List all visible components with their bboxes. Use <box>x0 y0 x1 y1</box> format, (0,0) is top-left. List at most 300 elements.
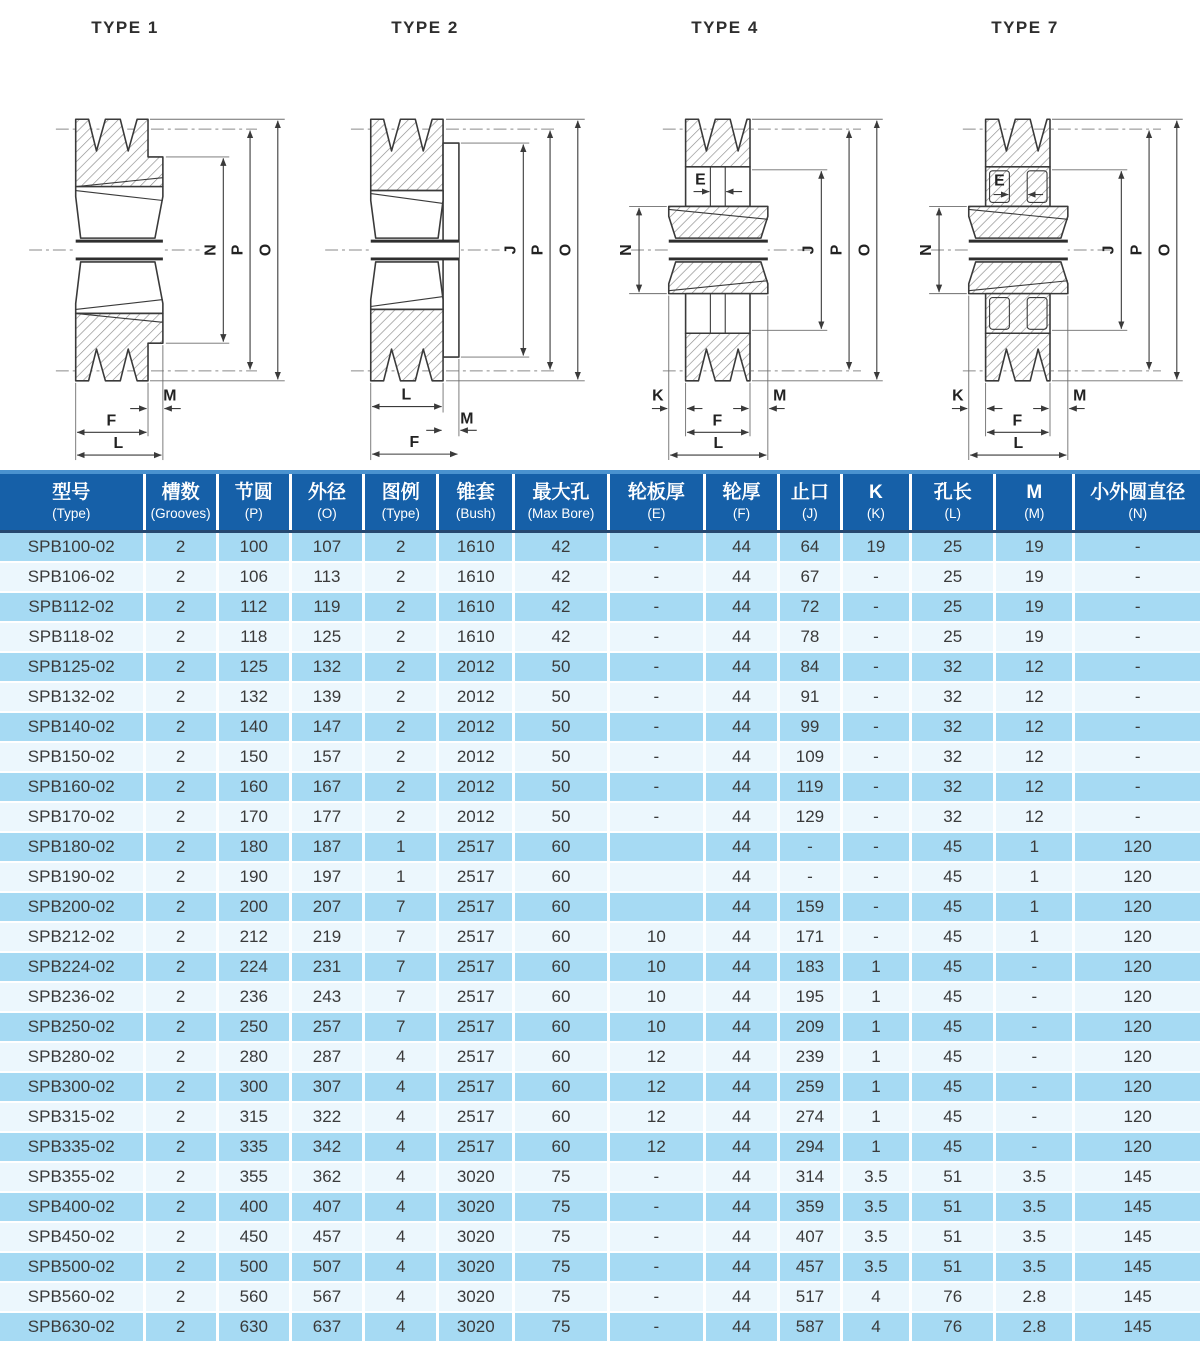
table-cell: 207 <box>290 892 363 922</box>
table-cell: 113 <box>290 562 363 592</box>
table-cell: 183 <box>779 952 841 982</box>
table-row <box>0 922 1200 952</box>
table-cell: SPB140-02 <box>0 712 144 742</box>
table-cell: 60 <box>514 1102 609 1132</box>
table-cell: 44 <box>704 562 778 592</box>
dim-label-l: L <box>713 435 724 453</box>
table-cell: 44 <box>704 982 778 1012</box>
table-cell: 450 <box>217 1222 290 1252</box>
table-cell: 120 <box>1074 832 1200 862</box>
dim-label-m: M <box>773 387 787 405</box>
table-row <box>0 1162 1200 1192</box>
table-cell: 250 <box>217 1012 290 1042</box>
table-cell: 2517 <box>438 982 514 1012</box>
table-cell: 2 <box>144 1192 217 1222</box>
table-cell: 32 <box>911 772 995 802</box>
table-cell: - <box>608 1282 704 1312</box>
table-row <box>0 592 1200 622</box>
table-cell: 45 <box>911 952 995 982</box>
dim-label-m: M <box>460 410 474 428</box>
table-cell: 19 <box>995 562 1074 592</box>
table-cell: 75 <box>514 1312 609 1341</box>
table-cell: 170 <box>217 802 290 832</box>
table-cell: 119 <box>779 772 841 802</box>
table-cell: 2012 <box>438 742 514 772</box>
table-cell: 1 <box>841 982 911 1012</box>
table-cell: 139 <box>290 682 363 712</box>
table-cell: 44 <box>704 1132 778 1162</box>
type4-title: TYPE 4 <box>691 18 759 37</box>
table-cell: 120 <box>1074 1132 1200 1162</box>
table-cell: 44 <box>704 832 778 862</box>
table-cell: 160 <box>217 772 290 802</box>
type1-drawing <box>1 40 299 466</box>
table-cell: 3020 <box>438 1252 514 1282</box>
table-cell: - <box>841 802 911 832</box>
table-cell: 50 <box>514 652 609 682</box>
table-cell: 3.5 <box>841 1192 911 1222</box>
table-cell: 2517 <box>438 1102 514 1132</box>
table-cell: SPB335-02 <box>0 1132 144 1162</box>
table-cell: 120 <box>1074 982 1200 1012</box>
table-cell: 4 <box>364 1312 438 1341</box>
dim-label-p: P <box>828 244 846 256</box>
table-cell: 2 <box>364 682 438 712</box>
table-cell: 19 <box>995 531 1074 562</box>
table-cell: - <box>608 652 704 682</box>
dim-label-m: M <box>163 387 177 405</box>
table-cell: 560 <box>217 1282 290 1312</box>
table-cell: - <box>608 1192 704 1222</box>
table-cell: 2517 <box>438 862 514 892</box>
table-cell: 197 <box>290 862 363 892</box>
table-row <box>0 1312 1200 1341</box>
table-cell: 2 <box>144 1282 217 1312</box>
table-cell: - <box>1074 562 1200 592</box>
table-cell: - <box>841 922 911 952</box>
dim-label-o: O <box>1156 243 1174 257</box>
table-cell: 2 <box>144 1132 217 1162</box>
table-cell: - <box>841 772 911 802</box>
table-cell: SPB150-02 <box>0 742 144 772</box>
spec-table <box>0 474 1200 1341</box>
table-cell: - <box>608 712 704 742</box>
table-cell: 50 <box>514 802 609 832</box>
table-cell: 44 <box>704 1012 778 1042</box>
table-cell: 44 <box>704 622 778 652</box>
table-row <box>0 1012 1200 1042</box>
table-cell: 294 <box>779 1132 841 1162</box>
table-cell: 2 <box>144 622 217 652</box>
table-cell: 3.5 <box>995 1222 1074 1252</box>
table-cell: 2 <box>364 531 438 562</box>
table-cell: 2.8 <box>995 1282 1074 1312</box>
table-cell: 109 <box>779 742 841 772</box>
table-cell: 314 <box>779 1162 841 1192</box>
table-cell: 12 <box>995 682 1074 712</box>
dim-label-j: J <box>800 245 818 255</box>
table-cell: 76 <box>911 1282 995 1312</box>
table-cell: 60 <box>514 1042 609 1072</box>
table-cell: - <box>608 1312 704 1341</box>
table-cell: 1 <box>841 1102 911 1132</box>
table-cell: SPB160-02 <box>0 772 144 802</box>
table-row <box>0 1042 1200 1072</box>
table-cell: 457 <box>779 1252 841 1282</box>
table-cell: 3.5 <box>995 1252 1074 1282</box>
table-cell: SPB250-02 <box>0 1012 144 1042</box>
table-cell: 307 <box>290 1072 363 1102</box>
table-cell: 2.8 <box>995 1312 1074 1341</box>
table-cell: - <box>995 1012 1074 1042</box>
header-cell: K (K) <box>841 474 911 531</box>
table-cell: 75 <box>514 1282 609 1312</box>
table-cell: 10 <box>608 1012 704 1042</box>
table-cell: 12 <box>608 1102 704 1132</box>
table-cell: 2517 <box>438 832 514 862</box>
table-cell: 243 <box>290 982 363 1012</box>
dim-label-k: K <box>652 387 664 405</box>
table-cell: 1 <box>841 1072 911 1102</box>
table-cell: 50 <box>514 682 609 712</box>
table-cell: 120 <box>1074 1072 1200 1102</box>
table-cell: 145 <box>1074 1282 1200 1312</box>
table-cell: 4 <box>364 1132 438 1162</box>
table-cell: 132 <box>290 652 363 682</box>
table-cell: 3.5 <box>841 1162 911 1192</box>
table-cell: SPB212-02 <box>0 922 144 952</box>
table-cell: 4 <box>364 1192 438 1222</box>
table-cell: 1 <box>995 862 1074 892</box>
table-cell: 3020 <box>438 1282 514 1312</box>
table-cell: 500 <box>217 1252 290 1282</box>
table-cell: 1 <box>841 1132 911 1162</box>
table-cell: 259 <box>779 1072 841 1102</box>
table-cell: 2 <box>144 802 217 832</box>
table-cell: 44 <box>704 1162 778 1192</box>
header-cell: 孔长 (L) <box>911 474 995 531</box>
table-row <box>0 772 1200 802</box>
table-cell: 107 <box>290 531 363 562</box>
table-cell: 44 <box>704 862 778 892</box>
table-cell: 42 <box>514 562 609 592</box>
dim-label-k: K <box>952 387 964 405</box>
table-cell: 145 <box>1074 1312 1200 1341</box>
table-cell: 567 <box>290 1282 363 1312</box>
table-cell: 1 <box>364 832 438 862</box>
table-cell: - <box>1074 742 1200 772</box>
dim-label-l: L <box>113 435 124 453</box>
table-cell: - <box>995 1042 1074 1072</box>
table-cell: - <box>1074 531 1200 562</box>
table-cell: 51 <box>911 1252 995 1282</box>
table-cell: 50 <box>514 772 609 802</box>
table-row <box>0 1222 1200 1252</box>
table-cell: SPB300-02 <box>0 1072 144 1102</box>
table-cell: - <box>608 1162 704 1192</box>
table-cell: - <box>995 1132 1074 1162</box>
table-cell: 2 <box>144 1312 217 1341</box>
table-cell: 45 <box>911 1132 995 1162</box>
table-cell: 60 <box>514 892 609 922</box>
dim-label-n: N <box>202 244 220 256</box>
table-row <box>0 982 1200 1012</box>
pulley-cross-section <box>631 119 861 381</box>
table-cell: 44 <box>704 802 778 832</box>
table-cell: 32 <box>911 742 995 772</box>
table-cell: 407 <box>779 1222 841 1252</box>
table-cell: 145 <box>1074 1192 1200 1222</box>
header-cell: 外径 (O) <box>290 474 363 531</box>
dim-label-n: N <box>918 244 936 256</box>
table-cell: 300 <box>217 1072 290 1102</box>
table-cell: 7 <box>364 982 438 1012</box>
table-cell: 91 <box>779 682 841 712</box>
table-cell: 2517 <box>438 922 514 952</box>
table-cell: - <box>841 682 911 712</box>
header-cell: 轮厚 (F) <box>704 474 778 531</box>
diagram-strip <box>0 0 1200 470</box>
table-cell: 2012 <box>438 682 514 712</box>
table-cell: 2517 <box>438 1042 514 1072</box>
table-cell: 257 <box>290 1012 363 1042</box>
dim-label-f: F <box>409 434 420 452</box>
table-cell <box>608 832 704 862</box>
table-cell: 32 <box>911 802 995 832</box>
table-cell: 3.5 <box>841 1252 911 1282</box>
table-cell: 42 <box>514 531 609 562</box>
header-cell: M (M) <box>995 474 1074 531</box>
table-cell: 2517 <box>438 1072 514 1102</box>
type4-drawing <box>601 40 899 466</box>
table-cell: 25 <box>911 622 995 652</box>
table-cell: 12 <box>608 1132 704 1162</box>
table-cell: 2 <box>144 832 217 862</box>
table-cell: - <box>841 592 911 622</box>
table-cell: 335 <box>217 1132 290 1162</box>
table-cell: 140 <box>217 712 290 742</box>
table-cell: SPB450-02 <box>0 1222 144 1252</box>
table-cell: 1 <box>364 862 438 892</box>
table-cell: 72 <box>779 592 841 622</box>
table-cell: 4 <box>364 1282 438 1312</box>
table-cell: 2 <box>364 772 438 802</box>
table-cell: 10 <box>608 982 704 1012</box>
table-cell: - <box>841 832 911 862</box>
table-cell: 219 <box>290 922 363 952</box>
table-cell: 2 <box>364 652 438 682</box>
table-cell: 12 <box>608 1042 704 1072</box>
table-cell: 2 <box>144 1162 217 1192</box>
pulley-cross-section <box>325 119 557 381</box>
table-cell: 231 <box>290 952 363 982</box>
table-cell: - <box>1074 712 1200 742</box>
table-cell: 315 <box>217 1102 290 1132</box>
table-cell: 60 <box>514 862 609 892</box>
diagram-panel-type7 <box>900 8 1200 470</box>
table-cell: 75 <box>514 1192 609 1222</box>
table-cell: 2 <box>144 892 217 922</box>
table-cell: 3.5 <box>841 1222 911 1252</box>
table-cell: 2 <box>144 712 217 742</box>
table-cell: 10 <box>608 922 704 952</box>
table-cell: 2012 <box>438 652 514 682</box>
table-cell: 2 <box>144 982 217 1012</box>
table-cell <box>608 892 704 922</box>
table-cell: 45 <box>911 892 995 922</box>
table-cell: - <box>779 862 841 892</box>
table-cell: 4 <box>364 1102 438 1132</box>
table-cell: - <box>608 802 704 832</box>
table-cell: 44 <box>704 682 778 712</box>
table-cell: 2 <box>364 712 438 742</box>
table-cell: 19 <box>995 622 1074 652</box>
table-row <box>0 682 1200 712</box>
table-cell: SPB280-02 <box>0 1042 144 1072</box>
table-cell: 25 <box>911 592 995 622</box>
table-cell: 45 <box>911 922 995 952</box>
table-cell: 1 <box>995 832 1074 862</box>
dim-label-o: O <box>257 243 275 257</box>
table-cell: 190 <box>217 862 290 892</box>
table-cell: - <box>841 742 911 772</box>
table-cell: 2 <box>144 1252 217 1282</box>
table-row <box>0 1252 1200 1282</box>
dim-label-o: O <box>856 243 874 257</box>
table-cell: 2 <box>144 772 217 802</box>
table-cell: SPB125-02 <box>0 652 144 682</box>
table-cell: 120 <box>1074 892 1200 922</box>
table-cell: 12 <box>995 712 1074 742</box>
table-cell: 1 <box>995 922 1074 952</box>
table-row <box>0 1282 1200 1312</box>
table-cell: 2 <box>364 562 438 592</box>
table-cell: 19 <box>841 531 911 562</box>
table-cell: 44 <box>704 742 778 772</box>
table-cell: 67 <box>779 562 841 592</box>
table-cell: 75 <box>514 1252 609 1282</box>
table-cell: 2012 <box>438 712 514 742</box>
table-cell: 120 <box>1074 922 1200 952</box>
table-cell: - <box>608 562 704 592</box>
table-cell: - <box>608 1252 704 1282</box>
table-cell: 60 <box>514 952 609 982</box>
table-cell: 224 <box>217 952 290 982</box>
table-cell: - <box>608 682 704 712</box>
dim-label-p: P <box>529 244 547 256</box>
table-cell: 44 <box>704 712 778 742</box>
table-cell: 60 <box>514 832 609 862</box>
table-cell: - <box>1074 592 1200 622</box>
table-row <box>0 1192 1200 1222</box>
table-cell: 125 <box>217 652 290 682</box>
table-cell: - <box>608 531 704 562</box>
table-cell <box>608 862 704 892</box>
table-cell: 2 <box>144 742 217 772</box>
dim-label-e: E <box>695 171 706 189</box>
table-cell: - <box>1074 682 1200 712</box>
table-row <box>0 1102 1200 1132</box>
table-cell: - <box>841 622 911 652</box>
table-cell: 2 <box>144 682 217 712</box>
table-cell: 100 <box>217 531 290 562</box>
table-cell: 2 <box>144 952 217 982</box>
table-cell: 78 <box>779 622 841 652</box>
table-row <box>0 892 1200 922</box>
table-cell: 60 <box>514 982 609 1012</box>
table-cell: 1 <box>995 892 1074 922</box>
header-cell: 止口 (J) <box>779 474 841 531</box>
table-cell: 2012 <box>438 802 514 832</box>
table-cell: SPB500-02 <box>0 1252 144 1282</box>
table-cell: - <box>1074 802 1200 832</box>
table-cell: 112 <box>217 592 290 622</box>
type7-title: TYPE 7 <box>991 18 1059 37</box>
table-cell: 159 <box>779 892 841 922</box>
table-cell: - <box>995 982 1074 1012</box>
dim-label-l: L <box>1013 435 1024 453</box>
table-cell: 630 <box>217 1312 290 1341</box>
table-cell: - <box>608 622 704 652</box>
table-cell: 4 <box>364 1072 438 1102</box>
table-cell: 400 <box>217 1192 290 1222</box>
table-cell: 2 <box>364 742 438 772</box>
table-cell: 171 <box>779 922 841 952</box>
table-cell: 44 <box>704 1042 778 1072</box>
table-cell: 236 <box>217 982 290 1012</box>
table-cell: 75 <box>514 1162 609 1192</box>
table-cell: 120 <box>1074 1012 1200 1042</box>
table-cell: 322 <box>290 1102 363 1132</box>
table-cell: 3020 <box>438 1222 514 1252</box>
table-cell: 4 <box>364 1252 438 1282</box>
table-cell: 2 <box>144 531 217 562</box>
dim-label-f: F <box>1012 412 1023 430</box>
table-cell: 2 <box>144 562 217 592</box>
table-cell: 209 <box>779 1012 841 1042</box>
table-cell: 287 <box>290 1042 363 1072</box>
table-cell: 2517 <box>438 1132 514 1162</box>
table-row <box>0 712 1200 742</box>
table-cell: 362 <box>290 1162 363 1192</box>
table-cell: 2 <box>144 652 217 682</box>
table-cell: 342 <box>290 1132 363 1162</box>
table-cell: 106 <box>217 562 290 592</box>
table-cell: 45 <box>911 862 995 892</box>
table-row <box>0 1072 1200 1102</box>
dim-label-n: N <box>618 244 636 256</box>
dim-label-m: M <box>1073 387 1087 405</box>
table-cell: - <box>608 742 704 772</box>
table-cell: 150 <box>217 742 290 772</box>
table-cell: 120 <box>1074 952 1200 982</box>
table-cell: 195 <box>779 982 841 1012</box>
table-cell: - <box>841 892 911 922</box>
table-cell: 4 <box>364 1042 438 1072</box>
table-cell: SPB180-02 <box>0 832 144 862</box>
table-cell: 84 <box>779 652 841 682</box>
table-cell: 587 <box>779 1312 841 1341</box>
table-cell: 2 <box>144 592 217 622</box>
diagram-panel-type1 <box>0 8 300 470</box>
table-cell: 25 <box>911 562 995 592</box>
table-cell: 45 <box>911 1042 995 1072</box>
table-row <box>0 531 1200 562</box>
header-cell: 轮板厚 (E) <box>608 474 704 531</box>
table-cell: 76 <box>911 1312 995 1341</box>
table-row <box>0 952 1200 982</box>
table-cell: 12 <box>995 802 1074 832</box>
